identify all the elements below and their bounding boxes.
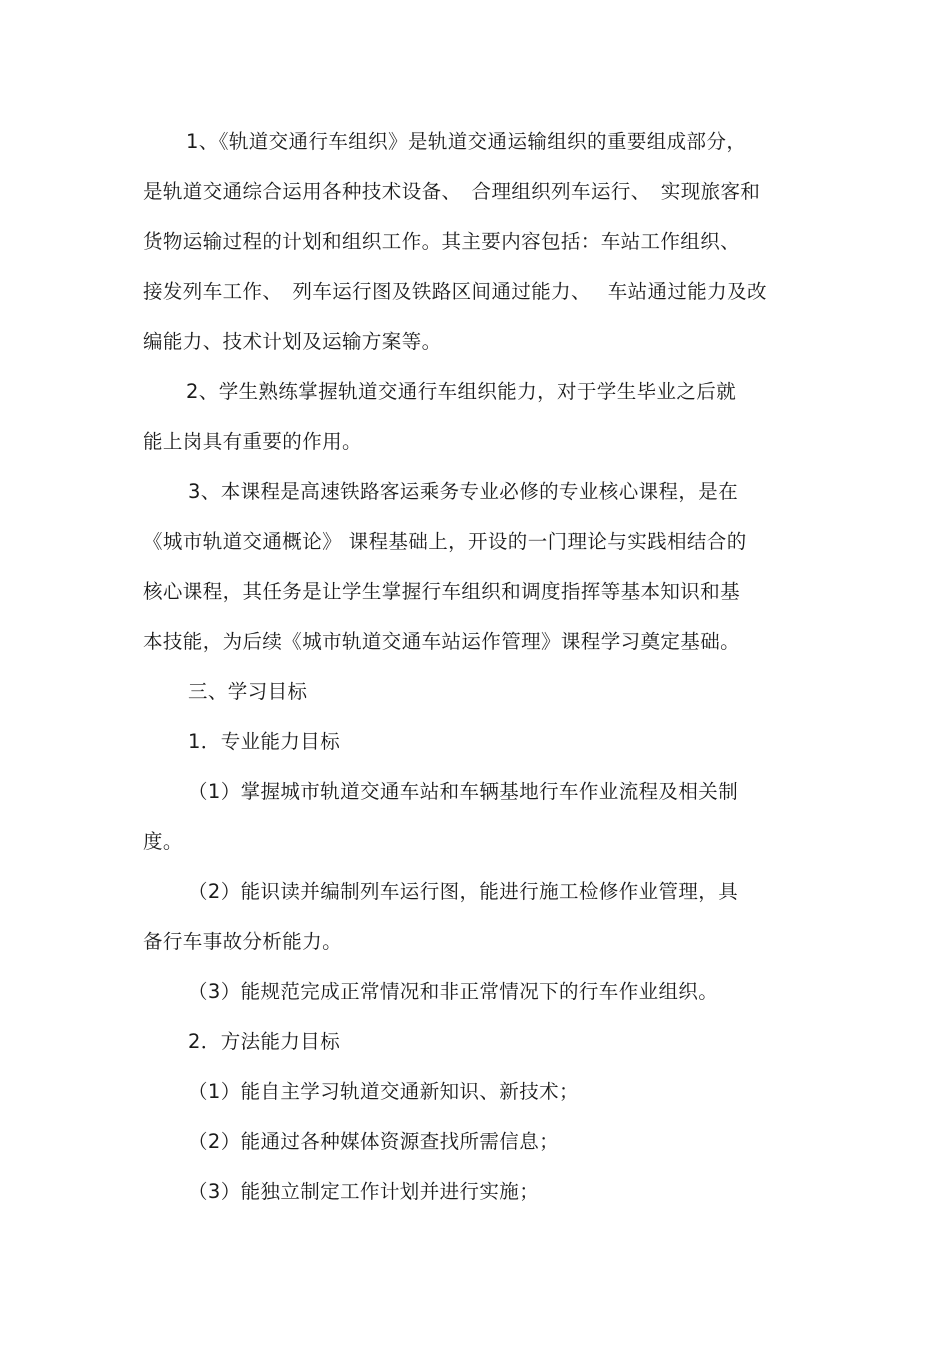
- text-line: （1）掌握城市轨道交通车站和车辆基地行车作业流程及相关制: [188, 780, 739, 803]
- section-heading: 三、学习目标: [188, 680, 308, 703]
- text-line: （2）能通过各种媒体资源查找所需信息；: [188, 1130, 560, 1153]
- text-line: 本技能，为后续《城市轨道交通车站运作管理》课程学习奠定基础。: [143, 630, 741, 653]
- text-line: （3）能独立制定工作计划并进行实施；: [188, 1180, 540, 1203]
- text-line: （3）能规范完成正常情况和非正常情况下的行车作业组织。: [188, 980, 719, 1003]
- text-line: （2）能识读并编制列车运行图，能进行施工检修作业管理，具: [188, 880, 739, 903]
- text-line: 3、本课程是高速铁路客运乘务专业必修的专业核心课程，是在: [188, 480, 739, 503]
- subsection-heading: 2．方法能力目标: [188, 1030, 341, 1053]
- text-line: 货物运输过程的计划和组织工作。其主要内容包括：车站工作组织、: [143, 230, 741, 253]
- text-line: 备行车事故分析能力。: [143, 930, 343, 953]
- text-line: 核心课程，其任务是让学生掌握行车组织和调度指挥等基本知识和基: [143, 580, 741, 603]
- text-line: 编能力、技术计划及运输方案等。: [143, 330, 442, 353]
- text-line: 2、学生熟练掌握轨道交通行车组织能力，对于学生毕业之后就: [186, 380, 737, 403]
- text-line: 1、《轨道交通行车组织》是轨道交通运输组织的重要组成部分，: [186, 130, 747, 153]
- text-line: （1）能自主学习轨道交通新知识、新技术；: [188, 1080, 579, 1103]
- text-line: 度。: [143, 830, 183, 853]
- text-line: 能上岗具有重要的作用。: [143, 430, 362, 453]
- text-line: 接发列车工作、 列车运行图及铁路区间通过能力、 车站通过能力及改: [143, 280, 767, 303]
- subsection-heading: 1．专业能力目标: [188, 730, 341, 753]
- text-line: 是轨道交通综合运用各种技术设备、 合理组织列车运行、 实现旅客和: [143, 180, 761, 203]
- text-line: 《城市轨道交通概论》 课程基础上，开设的一门理论与实践相结合的: [143, 530, 747, 553]
